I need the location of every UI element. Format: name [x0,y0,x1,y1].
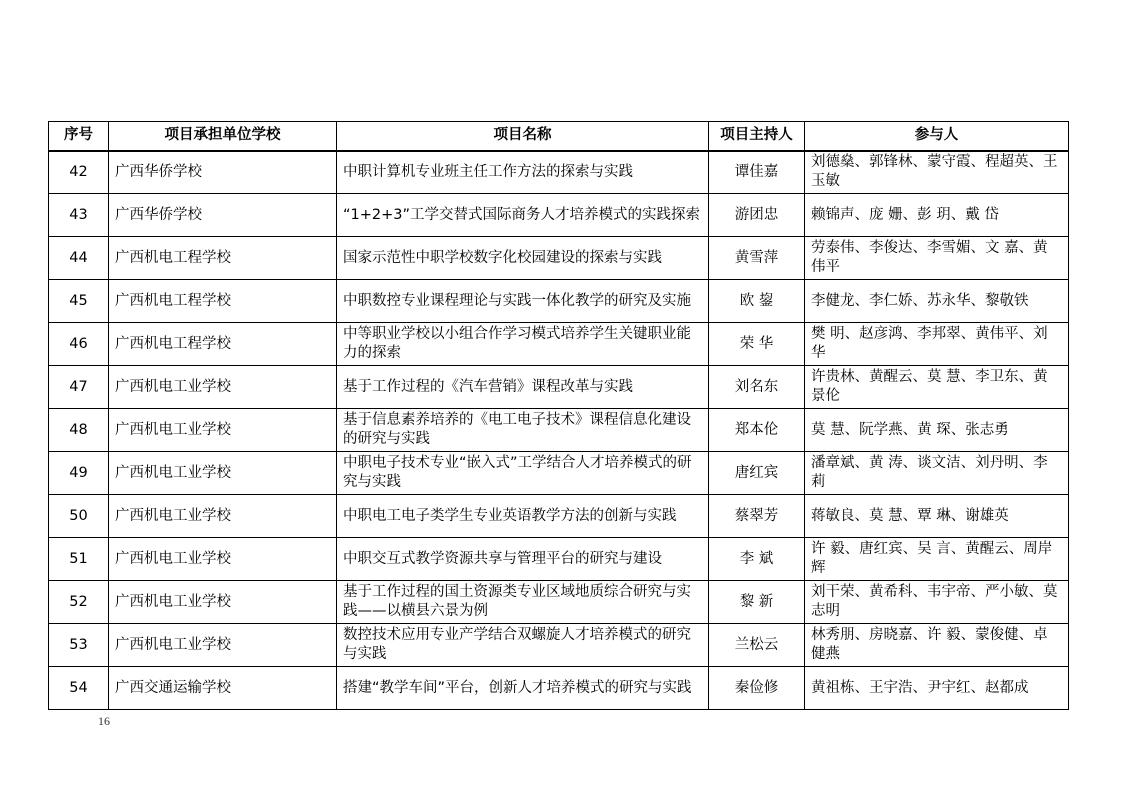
cell-host: 游团忠 [709,194,805,237]
cell-host: 兰松云 [709,624,805,667]
cell-host: 黄雪萍 [709,237,805,280]
table-row [49,366,1069,409]
cell-unit: 广西机电工程学校 [109,237,337,280]
cell-unit: 广西机电工业学校 [109,581,337,624]
cell-unit: 广西华侨学校 [109,151,337,194]
cell-unit: 广西机电工业学校 [109,538,337,581]
table-row [49,538,1069,581]
cell-host: 刘名东 [709,366,805,409]
cell-num: 48 [49,409,109,452]
cell-unit: 广西机电工业学校 [109,409,337,452]
cell-participants: 许贵林、黄醒云、莫 慧、李卫东、黄景伦 [805,366,1069,409]
cell-project-name: 数控技术应用专业产学结合双螺旋人才培养模式的研究与实践 [337,624,709,667]
cell-project-name: 国家示范性中职学校数字化校园建设的探索与实践 [337,237,709,280]
cell-participants: 刘德燊、郭锋林、蒙守霞、程超英、王玉敏 [805,151,1069,194]
cell-project-name: “1+2+3”工学交替式国际商务人才培养模式的实践探索 [337,194,709,237]
cell-participants: 李健龙、李仁娇、苏永华、黎敬铁 [805,280,1069,323]
cell-host: 蔡翠芳 [709,495,805,538]
cell-participants: 黄祖栋、王宇浩、尹宇红、赵都成 [805,667,1069,710]
cell-participants: 刘干荣、黄希科、韦宇帝、严小敏、莫志明 [805,581,1069,624]
cell-num: 52 [49,581,109,624]
table-row [49,409,1069,452]
page-number: 16 [98,714,110,728]
cell-participants: 樊 明、赵彦鸿、李邦翠、黄伟平、刘 华 [805,323,1069,366]
cell-host: 谭佳嘉 [709,151,805,194]
cell-participants: 许 毅、唐红宾、吴 言、黄醒云、周岸辉 [805,538,1069,581]
header-num: 序号 [49,122,109,151]
cell-num: 47 [49,366,109,409]
cell-num: 51 [49,538,109,581]
table-row [49,280,1069,323]
table-row [49,323,1069,366]
cell-num: 42 [49,151,109,194]
table-row [49,624,1069,667]
cell-host: 李 斌 [709,538,805,581]
table-row [49,151,1069,194]
cell-unit: 广西机电工程学校 [109,323,337,366]
cell-host: 秦俭修 [709,667,805,710]
cell-host: 唐红宾 [709,452,805,495]
cell-project-name: 基于工作过程的国土资源类专业区域地质综合研究与实践——以横县六景为例 [337,581,709,624]
header-host: 项目主持人 [709,122,805,151]
header-participants: 参与人 [805,122,1069,151]
header-name: 项目名称 [337,122,709,151]
cell-project-name: 中职电工电子类学生专业英语教学方法的创新与实践 [337,495,709,538]
cell-unit: 广西机电工业学校 [109,452,337,495]
table-row [49,495,1069,538]
cell-project-name: 中职交互式教学资源共享与管理平台的研究与建设 [337,538,709,581]
cell-unit: 广西机电工程学校 [109,280,337,323]
cell-project-name: 中等职业学校以小组合作学习模式培养学生关键职业能力的探索 [337,323,709,366]
cell-project-name: 中职数控专业课程理论与实践一体化教学的研究及实施 [337,280,709,323]
cell-participants: 林秀朋、房晓嘉、许 毅、蒙俊健、卓健燕 [805,624,1069,667]
cell-num: 46 [49,323,109,366]
cell-project-name: 基于信息素养培养的《电工电子技术》课程信息化建设的研究与实践 [337,409,709,452]
cell-project-name: 中职电子技术专业“嵌入式”工学结合人才培养模式的研究与实践 [337,452,709,495]
cell-unit: 广西机电工业学校 [109,366,337,409]
cell-host: 欧 鋆 [709,280,805,323]
cell-unit: 广西机电工业学校 [109,495,337,538]
cell-unit: 广西机电工业学校 [109,624,337,667]
cell-num: 49 [49,452,109,495]
cell-num: 50 [49,495,109,538]
cell-project-name: 基于工作过程的《汽车营销》课程改革与实践 [337,366,709,409]
cell-host: 荣 华 [709,323,805,366]
cell-num: 53 [49,624,109,667]
cell-host: 郑本伦 [709,409,805,452]
table-body [49,151,1069,710]
header-unit: 项目承担单位学校 [109,122,337,151]
cell-host: 黎 新 [709,581,805,624]
table-row [49,194,1069,237]
cell-project-name: 搭建“教学车间”平台，创新人才培养模式的研究与实践 [337,667,709,710]
table-row [49,581,1069,624]
table-header-row [49,122,1069,151]
table-row [49,237,1069,280]
cell-participants: 赖锦声、庞 姗、彭 玥、戴 岱 [805,194,1069,237]
cell-num: 54 [49,667,109,710]
table-row [49,667,1069,710]
cell-num: 43 [49,194,109,237]
cell-participants: 蒋敏良、莫 慧、覃 琳、谢雄英 [805,495,1069,538]
cell-num: 44 [49,237,109,280]
cell-participants: 莫 慧、阮学燕、黄 琛、张志勇 [805,409,1069,452]
project-table [48,121,1069,710]
cell-participants: 劳泰伟、李俊达、李雪媚、文 嘉、黄伟平 [805,237,1069,280]
cell-unit: 广西交通运输学校 [109,667,337,710]
table-row [49,452,1069,495]
cell-unit: 广西华侨学校 [109,194,337,237]
cell-num: 45 [49,280,109,323]
cell-project-name: 中职计算机专业班主任工作方法的探索与实践 [337,151,709,194]
cell-participants: 潘章斌、黄 涛、谈文洁、刘丹明、李 莉 [805,452,1069,495]
